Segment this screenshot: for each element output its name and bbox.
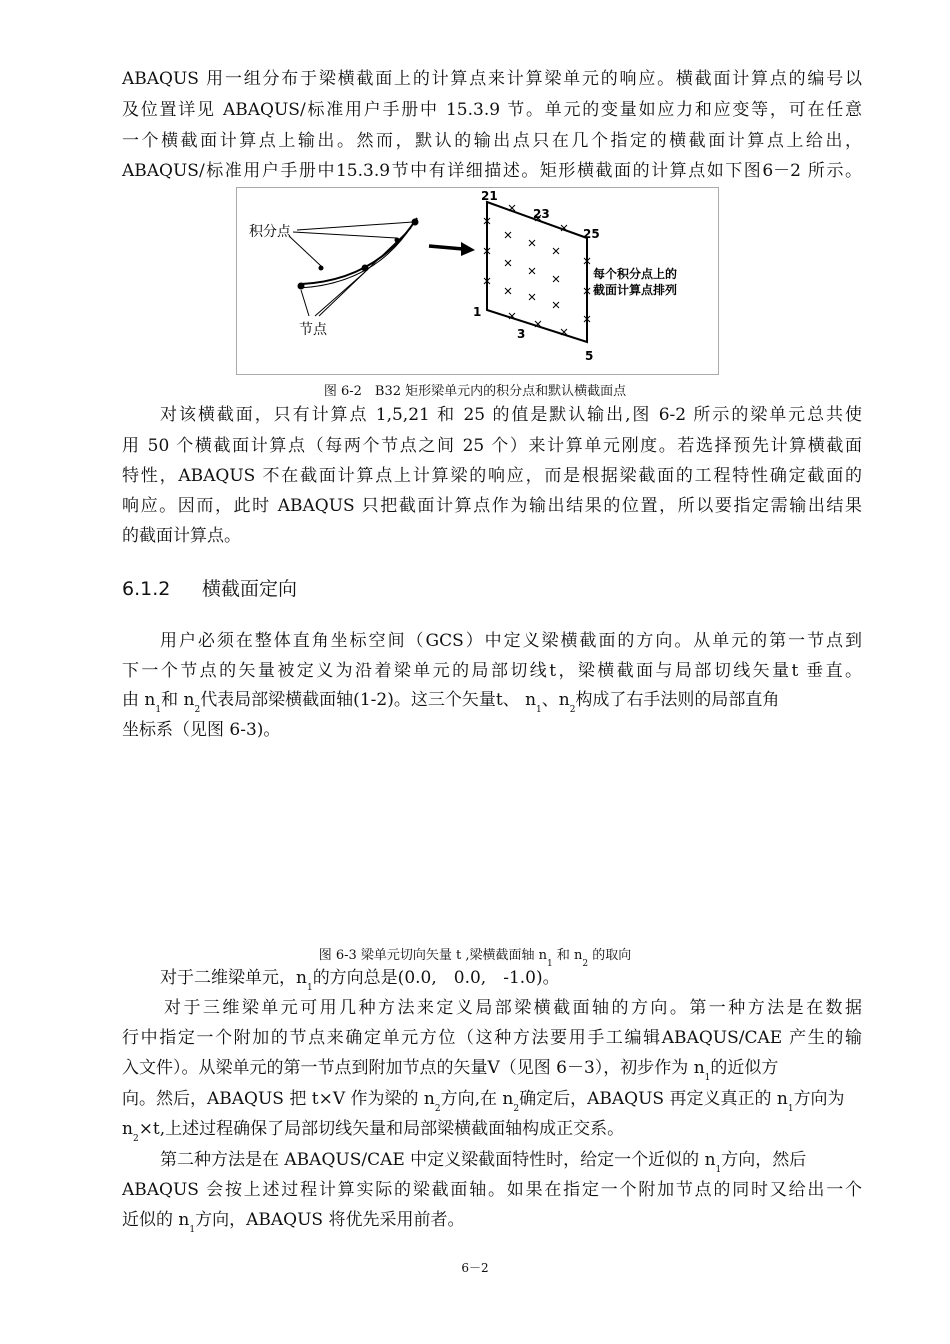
paragraph-1-line-4: ABAQUS/标准用户手册中15.3.9节中有详细描述。矩形横截面的计算点如下图6－2 所示。 <box>122 161 862 181</box>
page-number: 6－2 <box>461 1261 489 1275</box>
leader-jiedian-1 <box>301 290 309 316</box>
paragraph-2-line-2: 用 50 个横截面计算点（每两个节点之间 25 个）来计算单元刚度。若选择预先计算横截面 <box>122 436 862 456</box>
leader-jifen-1 <box>289 236 321 266</box>
paragraph-5-line-4: 向。然后，ABAQUS 把 t×V 作为梁的 $n_2$方向,在 $n_2$确定后，ABAQUS 再定义真正的 $n_1$方向为 <box>122 1089 845 1114</box>
integration-point-1 <box>319 266 324 271</box>
node-point-1 <box>298 283 305 290</box>
paragraph-3-line-4: 坐标系（见图 6-3)。 <box>122 720 281 740</box>
label-point-25: 25 <box>583 227 600 241</box>
section-heading <box>122 574 297 601</box>
paragraph-1-line-2: 及位置详见 ABAQUS/标准用户手册中 15.3.9 节。单元的变量如应力和应变等，可在任意 <box>122 100 862 120</box>
paragraph-3-line-3: 由 $n_1$和 $n_2$代表局部梁横截面轴(1-2)。这三个矢量t、 $n_1$、$n_2$构成了右手法则的局部直角 <box>122 690 780 715</box>
section-title: 横截面定向 <box>202 578 298 600</box>
label-note-line-2: 截面计算点排列 <box>593 283 678 297</box>
paragraph-3-line-2: 下一个节点的矢量被定义为沿着梁单元的局部切线t，梁横截面与局部切线矢量t 垂直。 <box>122 661 862 681</box>
paragraph-2-line-5: 的截面计算点。 <box>122 526 241 546</box>
paragraph-4: 对于二维梁单元，$n_1$的方向总是(0.0, 0.0, -1.0)。 <box>160 968 560 993</box>
cross-section-outline <box>487 202 587 342</box>
label-point-3: 3 <box>517 327 526 341</box>
node-point-2 <box>362 265 369 272</box>
paragraph-3-line-1: 用户必须在整体直角坐标空间（GCS）中定义梁横截面的方向。从单元的第一节点到 <box>160 631 862 651</box>
paragraph-2-line-3: 特性，ABAQUS 不在截面计算点上计算梁的响应，而是根据梁截面的工程特性确定截面的 <box>122 466 862 486</box>
transform-arrow-head <box>461 242 475 256</box>
paragraph-6-line-2: ABAQUS 会按上述过程计算实际的梁截面轴。如果在指定一个附加节点的同时又给出一个 <box>122 1180 862 1200</box>
paragraph-1-line-1: ABAQUS 用一组分布于梁横截面上的计算点来计算梁单元的响应。横截面计算点的编号以 <box>122 69 862 89</box>
label-point-1: 1 <box>473 305 482 319</box>
paragraph-1-line-3: 一个横截面计算点上输出。然而，默认的输出点只在几个指定的横截面计算点上给出， <box>122 131 862 151</box>
section-number: 6.1.2 <box>122 578 171 600</box>
paragraph-5-line-3: 入文件）。从梁单元的第一节点到附加节点的矢量V（见图 6－3），初步作为 $n_1$的近似方 <box>122 1058 779 1083</box>
figure-6-2 <box>236 187 719 375</box>
paragraph-5-line-2: 行中指定一个附加的节点来确定单元方位（这种方法要用手工编辑ABAQUS/CAE 产生的输 <box>122 1028 862 1048</box>
paragraph-6-line-1: 第二种方法是在 ABAQUS/CAE 中定义梁截面特性时，给定一个近似的 $n_1$方向，然后 <box>160 1150 807 1175</box>
figure-6-2-drawing <box>237 188 718 374</box>
label-point-23: 23 <box>533 207 550 221</box>
leader-jifen-2 <box>293 232 397 238</box>
paragraph-6-line-3: 近似的 $n_1$方向，ABAQUS 将优先采用前者。 <box>122 1210 465 1235</box>
figure-6-2-caption: 图 6-2 B32 矩形梁单元内的积分点和默认横截面点 <box>323 384 627 399</box>
figure-6-3-caption: 图 6-3 梁单元切向矢量 t ,梁横截面轴 $n_1$ 和 $n_2$ 的取向 <box>318 948 632 969</box>
transform-arrow-shaft <box>429 246 463 249</box>
paragraph-5-line-1: 对于三维梁单元可用几种方法来定义局部梁横截面轴的方向。第一种方法是在数据 <box>164 998 862 1018</box>
label-note-line-1: 每个积分点上的 <box>593 267 678 281</box>
label-integration-points: 积分点 <box>249 224 291 240</box>
leader-jifen-3 <box>297 222 413 230</box>
label-point-5: 5 <box>585 349 594 363</box>
label-nodes: 节点 <box>299 322 327 338</box>
paragraph-5-line-5: $n_2\times t$,上述过程确保了局部切线矢量和局部梁横截面轴构成正交系。 <box>122 1119 625 1144</box>
paragraph-2-line-1: 对该横截面，只有计算点 1,5,21 和 25 的值是默认输出,图 6-2 所示的梁单元总共使 <box>160 405 862 425</box>
label-point-21: 21 <box>481 189 498 203</box>
leader-jiedian-3 <box>319 228 411 316</box>
beam-curve <box>302 218 417 284</box>
section-points <box>484 205 590 335</box>
paragraph-2-line-4: 响应。因而，此时 ABAQUS 只把截面计算点作为输出结果的位置，所以要指定需输出结果 <box>122 496 862 516</box>
